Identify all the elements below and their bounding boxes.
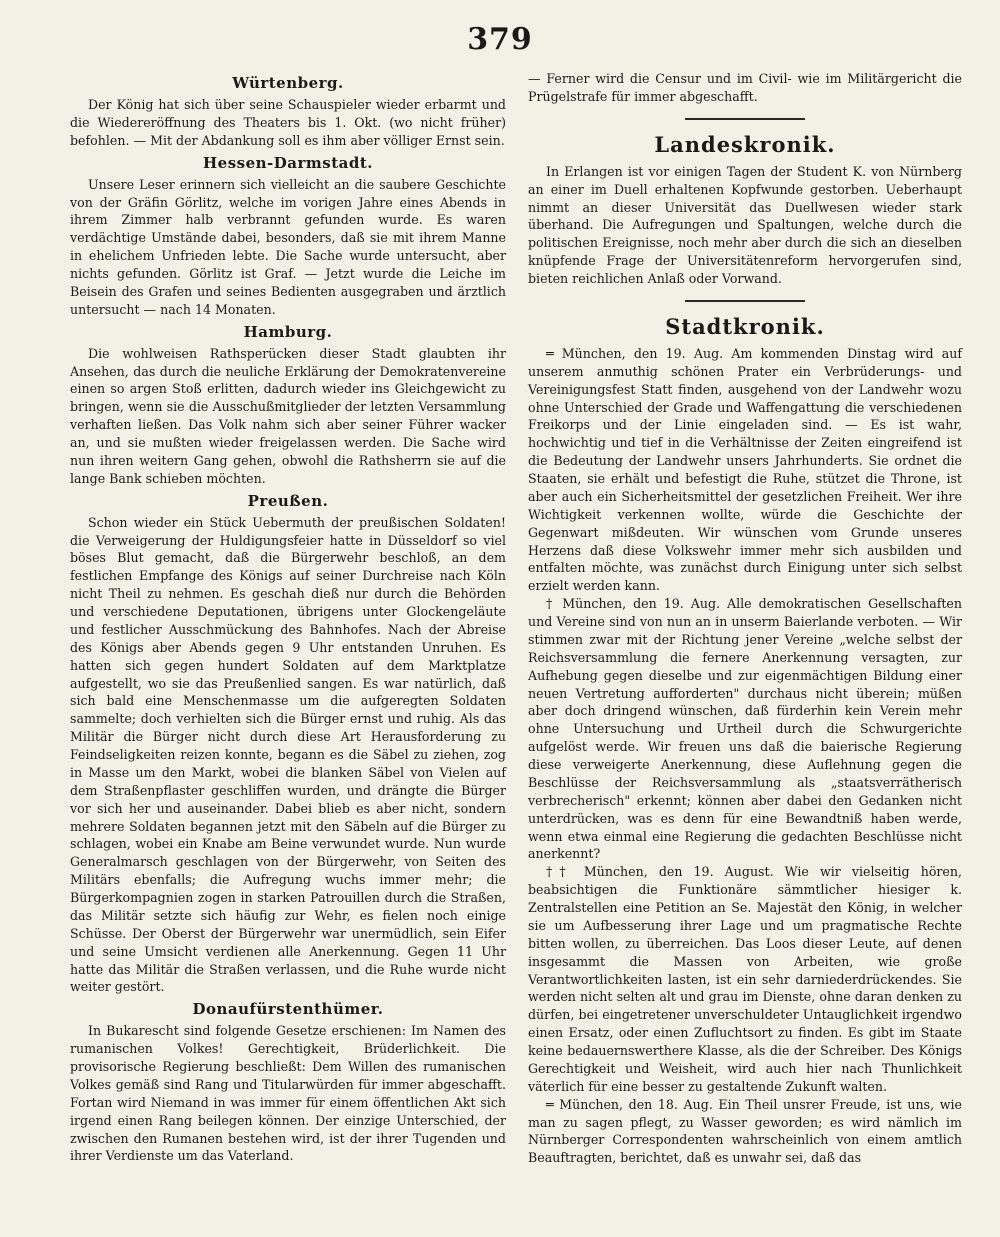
section-title: Preußen. [247, 491, 329, 510]
section-paragraph: Schon wieder ein Stück Uebermuth der preußischen Soldaten! die Verweigerung der Huldigungsfeier hatte in Düsseldorf so viel böses Blut gemacht, daß die Bürgerwehr beschloß, an dem festlichen Empfange des Königs auf seiner Durchreise nach Köln nicht Theil zu nehmen. Es geschah dieß nur durch die Behörden und verschiedene Deputationen, übrigens unter Glockengeläute und festlicher Ausschmückung des Bahnhofes. Nach der Abreise des Königs aber Abends gegen 9 Uhr entstanden Unruhen. Es hatten sich gegen hundert Soldaten auf dem Marktplatze aufgestellt, wo sie das Preußenlied sangen. Es war natürlich, daß sich bald eine Menschenmasse um die aufgeregten Soldaten sammelte; doch verhielten sich die Bürger ernst und ruhig. Als das Militär die Bürger nicht durch diese Art Herausforderung zu Feindseligkeiten reizen konnte, begann es die Säbel zu ziehen, zog in Masse um den Markt, wobei die blanken Säbel von Vielen auf dem Straßenpflaster geschliffen wurden, und drängte die Bürger vor sich her und auseinander. Dabei blieb es aber nicht, sondern mehrere Soldaten begannen jetzt mit den Säbeln auf die Bürger zu schlagen, wobei ein Knabe am Beine verwundet wurde. Nun wurde Generalmarsch geschlagen von der Bürgerwehr, von Seiten des Militärs ebenfalls; die Aufregung wuchs immer mehr; die Bürgerkompagnien zogen in starken Patrouillen durch die Straßen, das Militär setzte sich häufig zur Wehr, es fielen noch einige Schüsse. Der Oberst der Bürgerwehr war unermüdlich, sein Eifer und seine Umsicht verdienen alle Anerkennung. Gegen 11 Uhr hatte das Militär die Straßen verlassen, und die Ruhe wurde nicht weiter gestört. [70, 514, 506, 995]
left-column [70, 70, 506, 1167]
section-paragraph: Die wohlweisen Rathsperücken dieser Stadt glaubten ihr Ansehen, das durch die neuliche Erklärung der Demokratenvereine einen so argen Stoß erlitten, dadurch wieder ins Gleichgewicht zu bringen, wenn sie die Ausschußmitglieder der letzten Versammlung verhaften ließen. Das Volk nahm sich aber seiner Führer wacker an, und sie mußten wieder freigelassen werden. Die Sache wird nun ihren weitern Gang gehen, obwohl die Rathsherrn sie auf die lange Bank schieben möchten. [70, 345, 506, 486]
divider-rule [685, 118, 805, 120]
section-paragraph: ═ München, den 18. Aug. Ein Theil unsrer Freude, ist uns, wie man zu sagen pflegt, zu Wasser geworden; es wird nämlich im Nürnberger Correspondenten wahrscheinlich von einem amtlich Beauftragten, berichtet, daß es unwahr sei, daß das [528, 1096, 962, 1166]
divider-rule [685, 300, 805, 302]
section-paragraph: In Erlangen ist vor einigen Tagen der Student K. von Nürnberg an einer im Duell erhaltenen Kopfwunde gestorben. Ueberhaupt nimmt an dieser Universität das Duellwesen wieder stark überhand. Die Aufregungen und Spaltungen, welche durch die politischen Ereignisse, noch mehr aber durch die sich an dieselben knüpfende Frage der Universitätenreform hervorgerufen sind, bieten reichlichen Anlaß oder Vorwand. [528, 163, 962, 286]
section-paragraph: Der König hat sich über seine Schauspieler wieder erbarmt und die Wiedereröffnung des Theaters bis 1. Okt. (wo nicht früher) befohlen. — Mit der Abdankung soll es ihm aber völliger Ernst sein. [70, 97, 506, 148]
section-donaufuerstenthuemer [70, 1000, 506, 1165]
section-stadtkronik [528, 314, 962, 1167]
columns [70, 70, 962, 1167]
section-title: Hamburg. [243, 322, 333, 341]
section-hessen-darmstadt [70, 154, 506, 319]
continuation-paragraph: — Ferner wird die Censur und im Civil- wie im Militärgericht die Prügelstrafe für immer abgeschafft. [528, 71, 962, 104]
section-paragraph: Unsere Leser erinnern sich vielleicht an die saubere Geschichte von der Gräfin Görlitz, welche im vorigen Jahre eines Abends in ihrem Zimmer halb verbrannt gefunden wurde. Es waren verdächtige Umstände dabei, besonders, daß sie mit ihrem Manne in ehelichem Unfrieden lebte. Die Sache wurde untersucht, aber nichts gefunden. Görlitz ist Graf. — Jetzt wurde die Leiche im Beisein des Grafen und seines Bedienten ausgegraben und ärztlich untersucht — nach 14 Monaten. [70, 176, 506, 317]
section-title: Donaufürstenthümer. [192, 1000, 384, 1019]
section-paragraph: † München, den 19. Aug. Alle demokratischen Gesellschaften und Vereine sind von nun an in unserm Baierlande verboten. — Wir stimmen zwar mit der Richtung jener Vereine „welche selbst der Reichsversammlung die fernere Anerkennung versagten, zur Aufhebung gegen dieselbe und zur eigenmächtigen Bildung einer neuen Vertretung aufforderten" durchaus nicht überein; müßen aber doch dringend wünschen, daß fürderhin kein Verein mehr ohne Untersuchung und Urtheil durch die Schwurgerichte aufgelöst werde. Wir freuen uns daß die baierische Regierung diese verweigerte Anerkennung, diese Auflehnung gegen die Beschlüsse der Reichsversammlung als „staatsverrätherisch verbrecherisch" erkennt; können aber dabei den Gedanken nicht unterdrücken, was es denn für eine Bewandtniß haben werde, wenn etwa einmal eine Regierung die gedachten Beschlüsse nicht anerkennt? [528, 596, 962, 862]
section-title: Landeskronik. [654, 131, 836, 157]
page-number: 379 [467, 22, 533, 57]
section-paragraph: In Bukarescht sind folgende Gesetze erschienen: Im Namen des rumanischen Volkes! Gerechtigkeit, Brüderlichkeit. Die provisorische Regierung beschließt: Dem Willen des rumanischen Volkes gemäß sind Rang und Titularwürden für immer abgeschafft. Fortan wird Niemand in was immer für einem öffentlichen Akt sich irgend einen Rang beilegen können. Der einzige Unterschied, der zwischen den Rumanen bestehen wird, ist der ihrer Tugenden und ihrer Verdienste um das Vaterland. [70, 1023, 506, 1164]
section-landeskronik [528, 132, 962, 288]
section-paragraph: ═ München, den 19. Aug. Am kommenden Dinstag wird auf unserem anmuthig schönen Prater ein Verbrüderungs- und Vereinigungsfest Statt finden, ausgehend von der Landwehr wozu ohne Unterschied der Grade und Waffengattung die verschiedenen Freikorps und der Linie eingeladen sind. — Es ist wahr, hochwichtig und tief in die Verhältnisse der Zeiten eingreifend ist die Bedeutung der Landwehr unsers Jahrhunderts. Sie ordnet die Staaten, sie erhält und befestigt die Ruhe, stützet die Throne, ist aber auch ein Sicherheitsmittel der gesetzlichen Freiheit. Wer ihre Wichtigkeit verkennen wollte, würde die Geschichte der Gegenwart mißdeuten. Wir wünschen vom Grunde unseres Herzens daß diese Volkswehr immer mehr sich ausbilden und entfalten möchte, was zunächst durch Einigung unter sich selbst erzielt werden kann. [528, 345, 962, 594]
section-title: Stadtkronik. [665, 313, 825, 339]
section-preussen [70, 492, 506, 997]
section-title: Würtenberg. [232, 74, 344, 92]
section-wuertenberg [70, 74, 506, 150]
section-hamburg [70, 323, 506, 488]
section-paragraph: †† München, den 19. August. Wie wir vielseitig hören, beabsichtigen die Funktionäre sämmtlicher hiesiger k. Zentralstellen eine Petition an Se. Majestät den König, in welcher sie um Aufbesserung ihrer Lage und um pragmatische Rechte bitten wollen, zu überreichen. Das Loos dieser Leute, auf denen insgesammt die Massen von Arbeiten, wie große Verantwortlichkeiten lasten, ist ein sehr darniederdrückendes. Sie werden nicht selten alt und grau im Dienste, ohne daran denken zu dürfen, bei eingetretener unverschuldeter Untauglichkeit irgendwo einen Ersatz, oder einen Zufluchtsort zu finden. Es gibt im Staate keine bedauernswerthere Klasse, als die der Schreiber. Des Königs Gerechtigkeit und Weisheit, wird auch hier nach Thunlichkeit väterlich für eine besser zu gestaltende Zukunft walten. [528, 864, 962, 1094]
section-title: Hessen-Darmstadt. [202, 153, 373, 172]
right-column [528, 70, 962, 1167]
